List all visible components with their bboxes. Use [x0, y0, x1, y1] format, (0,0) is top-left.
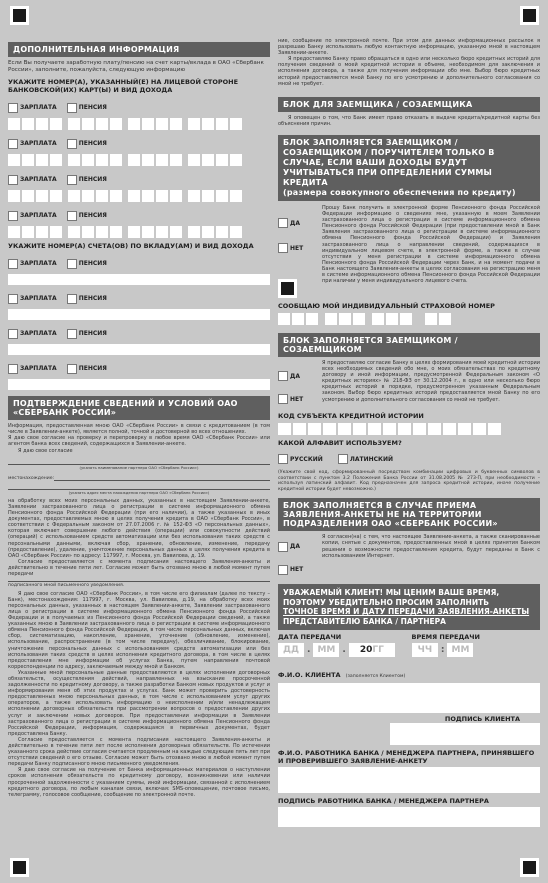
bank-consent-text-2: Указанные мной персональные данные предоставляются в целях исполнения договорных обязательств, осуществления действий, направленных на взыскание просроченной задолженности по кредитному договору, а также разработки Банком новых продуктов и услуг и информирования меня об этих продуктах и услугах. Банк может проверить достоверность предоставленных мною персональных данных, в том числе с использованием услуг других операторов, а также использовать информацию о неисполнении и/или ненадлежащем исполнении договорных обязательств при рассмотрении вопросов о предоставлении других услуг и заключении новых договоров. При предоставлении информации в Заявлении застрахованного лица о регистрации в системе информационного обмена Пенсионного фонда Российской Федерации, информация, содержащаяся в первичных документах, будет предоставлена Банку.	[8, 669, 270, 737]
card-income-type	[8, 169, 270, 188]
location-label: местонахождение:	[8, 475, 55, 481]
card-salary-checkbox[interactable]	[8, 175, 18, 185]
card-digit-cell[interactable]	[36, 154, 48, 166]
card-digit-cell[interactable]	[216, 190, 228, 202]
card-digit-cell[interactable]	[202, 118, 214, 130]
card-salary-label: ЗАРПЛАТА	[20, 176, 57, 184]
card-digit-group	[8, 226, 62, 238]
card-digit-cell[interactable]	[156, 226, 168, 238]
account-pension-label: ПЕНСИЯ	[78, 260, 107, 268]
confirmation-p3: Я даю свое согласие	[18, 447, 73, 454]
confirmation-header	[8, 396, 270, 420]
partner-caption: (указать наименование партнера ОАО «Сбербанк России»)	[79, 464, 199, 470]
account-salary-label: ЗАРПЛАТА	[20, 365, 57, 373]
code-char-cell[interactable]	[293, 423, 306, 435]
card-digit-group	[128, 190, 182, 202]
account-pension-label: ПЕНСИЯ	[78, 295, 107, 303]
time-header-line3: ПРЕДСТАВИТЕЛЮ БАНКА / ПАРТНЕРА	[283, 616, 446, 626]
card-digit-group	[188, 226, 242, 238]
card-digit-cell[interactable]	[230, 118, 242, 130]
card-salary-checkbox[interactable]	[8, 211, 18, 221]
time-block-header	[278, 584, 540, 630]
card-number-cells	[8, 118, 270, 130]
time-minutes-field[interactable]	[447, 643, 473, 657]
registration-mark-top-left	[10, 6, 29, 25]
date-year-prefix: 20	[359, 645, 373, 656]
card-digit-cell[interactable]	[96, 154, 108, 166]
account-number-rows	[8, 253, 270, 390]
confirmation-p2: Я даю свое согласие на проверку и перепроверку в любое время ОАО «Сбербанк России» или агентом банка всех сведений, содержащихся в Заявлении-анкете.	[8, 435, 270, 448]
worker-name-label: Ф.И.О. РАБОТНИКА БАНКА / МЕНЕДЖЕРА ПАРТНЕРА, ПРИНЯВШЕГО И ПРОВЕРИВШЕГО ЗАЯВЛЕНИЕ-АНКЕТУ	[278, 749, 535, 766]
card-digit-cell[interactable]	[82, 190, 94, 202]
card-digit-cell[interactable]	[142, 154, 154, 166]
card-digit-cell[interactable]	[110, 154, 122, 166]
registration-mark-bottom-right	[520, 858, 539, 877]
registration-mark-bottom-left	[10, 858, 29, 877]
card-pension-label: ПЕНСИЯ	[78, 104, 107, 112]
snils-digit-cell[interactable]	[386, 313, 398, 325]
pfr-yes-label: ДА	[290, 543, 300, 551]
card-digit-cell[interactable]	[230, 226, 242, 238]
latin-label: ЛАТИНСКИЙ	[349, 455, 393, 463]
card-digit-group	[68, 226, 122, 238]
card-digit-cell[interactable]	[188, 118, 200, 130]
date-separator-1: .	[307, 645, 311, 656]
snils-digit-cell[interactable]	[372, 313, 384, 325]
code-char-cell[interactable]	[488, 423, 501, 435]
signature-caption: подписанного мной письменного уведомления.	[8, 583, 125, 589]
card-digit-group	[68, 154, 122, 166]
income-block-header	[278, 135, 540, 201]
income-block-text: Прошу Банк получить в электронной форме Пенсионного фонда Российской Федерации информацию о сведениях мне, указанную в моем Заявлении застрахованного лица о регистрации в системе информационного обмена Пенсионного фонда Российской Федерации (при предоставлении мной в Банк Заявления застрахованного лица о регистрации в системе информационного обмена Пенсионного фонда Российской Федерации) и Заявления застрахованного лица о направлении сведений, содержащихся в индивидуальном лицевом счете, в электронной форме, а также в случае отсутствия у меня регистрации в системе информационного обмена Пенсионного фонда Российской Федерации через Банк, и на момент подачи в Банк настоящего Заявления-анкеты в целях согласования на регистрацию меня в системе информационного обмена Пенсионного фонда Российской Федерации при наличии у меня индивидуального лицевого счета.	[322, 204, 540, 285]
confirmation-header-text: ПОДТВЕРЖДЕНИЕ СВЕДЕНИЙ И УСЛОВИЙ ОАО «СБЕРБАНК РОССИИ»	[13, 399, 238, 418]
signature-line[interactable]	[8, 577, 270, 582]
time-hours-placeholder: ЧЧ	[417, 645, 433, 656]
time-header-line2: ТОЧНОЕ ВРЕМЯ И ДАТУ ПЕРЕДАЧИ ЗАЯВЛЕНИЯ-АНКЕТЫ	[283, 607, 530, 617]
account-number-field[interactable]	[8, 344, 270, 355]
card-digit-cell[interactable]	[82, 118, 94, 130]
card-digit-cell[interactable]	[216, 154, 228, 166]
card-digit-cell[interactable]	[170, 118, 182, 130]
snils-digit-cell[interactable]	[425, 313, 437, 325]
account-pension-label: ПЕНСИЯ	[78, 330, 107, 338]
card-digit-cell[interactable]	[188, 226, 200, 238]
code-char-cell[interactable]	[383, 423, 396, 435]
snils-digit-cell[interactable]	[325, 313, 337, 325]
account-pension-checkbox[interactable]	[67, 294, 77, 304]
income-block-body	[278, 205, 540, 298]
card-digit-group	[128, 118, 182, 130]
registration-mark-middle	[278, 279, 297, 298]
worker-name-field[interactable]	[278, 767, 540, 793]
time-separator: :	[440, 645, 445, 656]
card-row	[8, 169, 270, 202]
card-digit-cell[interactable]	[156, 190, 168, 202]
history-yes-checkbox[interactable]	[278, 371, 288, 381]
history-no-label: НЕТ	[290, 395, 304, 403]
code-char-cell[interactable]	[278, 423, 291, 435]
card-digit-cell[interactable]	[128, 190, 140, 202]
location-line-2[interactable]	[8, 481, 270, 490]
pfr-no-label: НЕТ	[290, 566, 304, 574]
snils-digit-group	[278, 313, 318, 325]
pfr-block-text: Я согласен(на) с тем, что настоящее Заявление-анкета, а также сканированные копии, снятые с документов, предоставленных мной в целях принятия Банком решения о возможности предоставления кредита, будут переданы в Банк с использованием Интернет.	[322, 534, 540, 559]
card-salary-label: ЗАРПЛАТА	[20, 140, 57, 148]
card-digit-cell[interactable]	[142, 226, 154, 238]
consent-valid-text: Согласие предоставляется с момента подписания настоящего Заявления-анкеты и действительно в течение пяти лет. Согласие может быть отозвано мною в любой момент путем передачи	[8, 558, 270, 577]
card-digit-cell[interactable]	[96, 190, 108, 202]
snils-digit-cell[interactable]	[306, 313, 318, 325]
snils-label: СООБЩАЮ МОЙ ИНДИВИДУАЛЬНЫЙ СТРАХОВОЙ НОМЕР	[278, 301, 495, 310]
date-separator-2: .	[342, 645, 346, 656]
snils-digit-cell[interactable]	[400, 313, 412, 325]
card-pension-checkbox[interactable]	[67, 139, 77, 149]
account-number-field[interactable]	[8, 274, 270, 285]
card-income-type	[8, 97, 270, 116]
card-digit-cell[interactable]	[96, 226, 108, 238]
card-digit-cell[interactable]	[68, 118, 80, 130]
account-salary-checkbox[interactable]	[8, 364, 18, 374]
snils-digit-group	[372, 313, 412, 325]
card-digit-cell[interactable]	[188, 154, 200, 166]
time-hours-field[interactable]	[412, 643, 438, 657]
code-char-cell[interactable]	[413, 423, 426, 435]
additional-info-intro: Если Вы получаете заработную плату/пенсию на счет карты/вклада в ОАО «Сбербанк России», заполните, пожалуйста, следующую информацию	[8, 60, 264, 73]
card-digit-group	[8, 118, 62, 130]
account-row	[8, 288, 270, 320]
card-digit-cell[interactable]	[156, 118, 168, 130]
datetime-labels	[278, 633, 540, 641]
cards-label: УКАЖИТЕ НОМЕР(А), УКАЗАННЫЙ(Е) НА ЛИЦЕВОЙ СТОРОНЕ БАНКОВСКОЙ(ИХ) КАРТ(Ы) И ВИД ДОХОДА	[8, 78, 239, 95]
account-income-type	[8, 253, 270, 272]
account-pension-checkbox[interactable]	[67, 364, 77, 374]
income-no-checkbox[interactable]	[278, 243, 288, 253]
registration-mark-top-right	[520, 6, 539, 25]
card-digit-group	[188, 118, 242, 130]
card-digit-cell[interactable]	[202, 154, 214, 166]
card-digit-cell[interactable]	[170, 190, 182, 202]
card-digit-cell[interactable]	[110, 118, 122, 130]
account-salary-checkbox[interactable]	[8, 259, 18, 269]
history-block-header: БЛОК ЗАПОЛНЯЕТСЯ ЗАЕМЩИКОМ / СОЗАЕМЩИКОМ	[278, 333, 540, 357]
card-digit-cell[interactable]	[68, 154, 80, 166]
datetime-fields	[278, 643, 540, 657]
card-digit-cell[interactable]	[36, 190, 48, 202]
card-digit-group	[188, 154, 242, 166]
additional-info-header: ДОПОЛНИТЕЛЬНАЯ ИНФОРМАЦИЯ	[8, 42, 270, 57]
code-char-cell[interactable]	[398, 423, 411, 435]
card-row	[8, 205, 270, 238]
card-digit-group	[8, 190, 62, 202]
history-no-checkbox[interactable]	[278, 394, 288, 404]
income-block-subtitle: (размера совокупного обеспечения по кредиту)	[283, 187, 516, 197]
borrower-block-header: БЛОК ДЛЯ ЗАЕМЩИКА / СОЗАЕМЩИКА	[278, 97, 540, 112]
date-label: ДАТА ПЕРЕДАЧИ	[278, 633, 342, 642]
time-minutes-placeholder: ММ	[451, 645, 470, 656]
worker-signature-field[interactable]	[278, 807, 540, 827]
card-digit-cell[interactable]	[128, 118, 140, 130]
card-digit-cell[interactable]	[216, 226, 228, 238]
date-year-placeholder: ГГ	[372, 645, 384, 656]
pfr-block-header: БЛОК ЗАПОЛНЯЕТСЯ В СЛУЧАЕ ПРИЕМА ЗАЯВЛЕНИЯ-АНКЕТЫ НЕ НА ТЕРРИТОРИИ ПОДРАЗДЕЛЕНИЯ ОАО «СБЕРБАНК РОССИИ»	[278, 498, 540, 531]
processing-consent-text: на обработку всех моих персональных данных, указанных в настоящем Заявлении-анкете, Заявлении застрахованного лица о регистрации в системе информационного обмена Пенсионного фонда Российской Федерации (при его наличии), а также указанных в иных документах, предоставляемых мною в целях получения кредита в ОАО «Сбербанк России», в соответствии с Федеральным законом от 27.07.2006 г. № 152-ФЗ «О персональных данных», которая включает совершение любого действия (операции) или совокупности действий (операций) с использованием средств автоматизации или без использования таких средств с персональными данными, включая сбор, хранение, обновление, изменение, передачу (предоставление), удаление, уничтожение персональных данных в целях получения кредита в ОАО «Сбербанк России» по адресу: 117997, г. Москва, ул. Вавилова, д. 19.	[8, 497, 270, 559]
client-name-row	[278, 662, 540, 681]
code-char-cell[interactable]	[323, 423, 336, 435]
address-caption: (указать адрес места нахождения партнера ОАО «Сбербанк России»)	[68, 490, 210, 496]
card-digit-cell[interactable]	[96, 118, 108, 130]
client-name-note: (заполняется Клиентом)	[345, 674, 406, 680]
account-salary-checkbox[interactable]	[8, 294, 18, 304]
card-pension-label: ПЕНСИЯ	[78, 140, 107, 148]
card-digit-cell[interactable]	[36, 226, 48, 238]
card-pension-checkbox[interactable]	[67, 103, 77, 113]
account-salary-label: ЗАРПЛАТА	[20, 295, 57, 303]
card-digit-cell[interactable]	[202, 226, 214, 238]
code-char-cell[interactable]	[443, 423, 456, 435]
client-name-label: Ф.И.О. КЛИЕНТА	[278, 671, 341, 680]
account-row	[8, 323, 270, 355]
card-digit-cell[interactable]	[110, 190, 122, 202]
card-salary-checkbox[interactable]	[8, 103, 18, 113]
snils-digit-cell[interactable]	[278, 313, 290, 325]
client-name-field[interactable]	[278, 683, 540, 713]
time-label: ВРЕМЯ ПЕРЕДАЧИ	[411, 633, 480, 642]
card-digit-cell[interactable]	[50, 118, 62, 130]
card-pension-checkbox[interactable]	[67, 175, 77, 185]
account-salary-label: ЗАРПЛАТА	[20, 260, 57, 268]
income-no-option[interactable]	[278, 238, 322, 257]
account-number-field[interactable]	[8, 309, 270, 320]
card-digit-cell[interactable]	[68, 226, 80, 238]
pfr-options	[278, 534, 322, 578]
borrower-block-text: Я оповещен о том, что Банк имеет право отказать в выдаче кредита/кредитной карты без объяснения причин.	[278, 114, 540, 127]
account-pension-checkbox[interactable]	[67, 259, 77, 269]
card-digit-cell[interactable]	[8, 190, 20, 202]
code-char-cell[interactable]	[473, 423, 486, 435]
right-column	[278, 38, 540, 849]
card-digit-cell[interactable]	[110, 226, 122, 238]
card-digit-cell[interactable]	[50, 226, 62, 238]
income-yes-checkbox[interactable]	[278, 218, 288, 228]
card-row	[8, 133, 270, 166]
card-digit-cell[interactable]	[156, 154, 168, 166]
card-digit-cell[interactable]	[128, 226, 140, 238]
card-digit-cell[interactable]	[188, 190, 200, 202]
code-char-cell[interactable]	[308, 423, 321, 435]
bank-consent-text-4: Я даю свое согласие на получение от Банка информационных материалов о наступлении сроков исполнения обязательств по кредитному договору, возникновении или наличии просроченной задолженности с указанием суммы, иной информации, связанной с исполнением кредитного договора, по любым каналам связи, включая: SMS-оповещение, почтовое письмо, телеграмму, голосовое сообщение, сообщение по электронной почте.	[8, 767, 270, 798]
card-digit-cell[interactable]	[22, 226, 34, 238]
snils-digit-cell[interactable]	[292, 313, 304, 325]
right-top-p2: Я предоставляю Банку право обращаться в одно или несколько бюро кредитных историй для получения сведений о моей кредитной истории в объеме, необходимом для заключения и исполнения договора, а также для получения информации обо мне. Выбор бюро кредитных историй предоставляется мной Банку по его усмотрению и дополнительного согласования со мной не требует.	[278, 56, 540, 87]
card-digit-cell[interactable]	[22, 118, 34, 130]
account-row	[8, 358, 270, 390]
card-digit-cell[interactable]	[230, 154, 242, 166]
card-digit-group	[8, 154, 62, 166]
pfr-block-body	[278, 534, 540, 578]
card-income-type	[8, 133, 270, 152]
date-year-field[interactable]	[349, 643, 395, 657]
history-options	[278, 360, 322, 408]
accounts-label: УКАЖИТЕ НОМЕР(А) СЧЕТА(ОВ) ПО ВКЛАДУ(АМ) И ВИД ДОХОДА	[8, 242, 254, 251]
income-block-title: БЛОК ЗАПОЛНЯЕТСЯ ЗАЕМЩИКОМ / СОЗАЕМЩИКОМ / ПОРУЧИТЕЛЕМ ТОЛЬКО В СЛУЧАЕ, ЕСЛИ ВАШИ ДОХОДЫ БУДУТ УЧИТЫВАТЬСЯ ПРИ ОПРЕДЕЛЕНИИ СУММЫ КРЕДИТА	[283, 137, 495, 187]
bank-consent-text-3: Согласие предоставляется с момента подписания настоящего Заявления-анкеты и действительно в течение пяти лет после исполнения договорных обязательств. По истечении указанного срока действие согласия считается продленным на каждые следующие пять лет при отсутствии сведений о его отзыве. Согласие может быть отозвано мною в любой момент путем передачи Банку подписанного мною письменного уведомления.	[8, 736, 270, 768]
card-digit-cell[interactable]	[50, 190, 62, 202]
income-yes-label: ДА	[290, 219, 300, 227]
code-char-cell[interactable]	[458, 423, 471, 435]
pfr-yes-option[interactable]	[278, 536, 322, 555]
latin-checkbox[interactable]	[338, 454, 348, 464]
account-number-field[interactable]	[8, 379, 270, 390]
partner-name-line[interactable]	[8, 456, 270, 465]
pfr-yes-checkbox[interactable]	[278, 542, 288, 552]
card-digit-cell[interactable]	[36, 118, 48, 130]
left-column	[8, 34, 270, 849]
history-block-text: Я предоставляю согласие Банку в целях формирования моей кредитной истории всех необходимых сведений обо мне, о моих обязательствах по кредитному договору и иной информации, предусмотренной Федеральным законом «О кредитных историях» № 218-ФЗ от 30.12.2004 г., в одно или несколько бюро кредитных историй в порядке, предусмотренном указанным Федеральным законом. Выбор бюро кредитных историй предоставляется мной Банку по его усмотрению и дополнительного согласования со мной не требует.	[322, 359, 540, 403]
card-digit-group	[68, 118, 122, 130]
card-pension-label: ПЕНСИЯ	[78, 176, 107, 184]
alphabet-label: КАКОЙ АЛФАВИТ ИСПОЛЬЗУЕМ?	[278, 438, 402, 447]
account-salary-checkbox[interactable]	[8, 329, 18, 339]
snils-digit-cell[interactable]	[439, 313, 451, 325]
code-char-cell[interactable]	[353, 423, 366, 435]
account-pension-label: ПЕНСИЯ	[78, 365, 107, 373]
alphabet-options	[278, 449, 540, 468]
income-options	[278, 205, 322, 298]
card-digit-cell[interactable]	[22, 154, 34, 166]
history-yes-label: ДА	[290, 372, 300, 380]
history-no-option[interactable]	[278, 389, 322, 408]
date-day-placeholder: ДД	[282, 645, 300, 656]
snils-digit-cell[interactable]	[353, 313, 365, 325]
russian-label: РУССКИЙ	[290, 455, 323, 463]
card-number-cells	[8, 226, 270, 238]
card-digit-group	[128, 226, 182, 238]
pfr-no-checkbox[interactable]	[278, 565, 288, 575]
date-month-placeholder: ММ	[317, 645, 336, 656]
account-row	[8, 253, 270, 285]
snils-digit-group	[425, 313, 451, 325]
card-digit-group	[128, 154, 182, 166]
card-income-type	[8, 205, 270, 224]
card-digit-group	[68, 190, 122, 202]
card-row	[8, 97, 270, 130]
card-digit-cell[interactable]	[142, 118, 154, 130]
account-pension-checkbox[interactable]	[67, 329, 77, 339]
card-digit-cell[interactable]	[82, 226, 94, 238]
card-digit-cell[interactable]	[8, 118, 20, 130]
code-note: (Укажите свой код, сформированный посредством комбинации цифровых и буквенных символов в соответствии с пунктом 3.2 Положения Банка России от 31.08.2005 № 273-П, при необходимости – используя латинский алфавит. Код предназначен для запроса кредитной истории, иначе получение кредитной истории будет невозможно.)	[278, 469, 540, 492]
code-cells	[278, 423, 540, 435]
account-income-type	[8, 358, 270, 377]
card-digit-cell[interactable]	[170, 154, 182, 166]
card-digit-cell[interactable]	[8, 226, 20, 238]
confirmation-p1: Информация, предоставленная мною ОАО «Сбербанк России» в связи с кредитованием (в том числе в Заявлении-анкете), является полной, точной и достоверной во всех отношениях.	[8, 423, 270, 436]
card-digit-cell[interactable]	[170, 226, 182, 238]
code-char-cell[interactable]	[368, 423, 381, 435]
card-digit-cell[interactable]	[128, 154, 140, 166]
card-digit-cell[interactable]	[230, 190, 242, 202]
card-digit-cell[interactable]	[8, 154, 20, 166]
code-char-cell[interactable]	[338, 423, 351, 435]
card-digit-cell[interactable]	[216, 118, 228, 130]
card-salary-checkbox[interactable]	[8, 139, 18, 149]
pfr-no-option[interactable]	[278, 559, 322, 578]
code-char-cell[interactable]	[428, 423, 441, 435]
date-month-field[interactable]	[313, 643, 339, 657]
card-salary-label: ЗАРПЛАТА	[20, 104, 57, 112]
card-digit-cell[interactable]	[82, 154, 94, 166]
snils-digit-group	[325, 313, 365, 325]
account-income-type	[8, 323, 270, 342]
russian-checkbox[interactable]	[278, 454, 288, 464]
client-signature-label: ПОДПИСЬ КЛИЕНТА	[444, 715, 520, 724]
location-line[interactable]	[54, 472, 270, 481]
income-no-label: НЕТ	[290, 244, 304, 252]
account-income-type	[8, 288, 270, 307]
card-number-rows	[8, 97, 270, 238]
bank-consent-text-1: Я даю свое согласие ОАО «Сбербанк России», в том числе его филиалам (далее по тексту – Банк), местонахождения: 117997, г. Москва, ул. Вавилова, д.19, на обработку всех моих персональных данных, указанных в настоящем Заявлении-анкете, Заявлении застрахованного лица о регистрации в системе информационного обмена Пенсионного фонда Российской Федерации и в получаемых из Пенсионного фонда Российской Федерации сведений, а также указанных мною в Заявлении застрахованного лица о регистрации в системе информационного обмена Пенсионного фонда Российской Федерации, в том числе персональных данных, включая сбор, систематизацию, накопление, хранение, уточнение (обновление, изменение), использование, распространение (в том числе передачу), обезличивание, блокирование, уничтожение персональных данных с использованием средств автоматизации или без использования таких средств в целях исполнения кредитного договора, в том числе в целях предоставления мне информации об услугах Банка, путем направления почтовой корреспонденции по адресу, заключаемым между мной и Банком.	[8, 590, 270, 670]
date-day-field[interactable]	[278, 643, 304, 657]
card-digit-cell[interactable]	[68, 190, 80, 202]
location-row	[8, 472, 270, 481]
card-digit-group	[188, 190, 242, 202]
card-digit-cell[interactable]	[202, 190, 214, 202]
client-signature-field[interactable]	[390, 723, 540, 745]
income-yes-option[interactable]	[278, 213, 322, 232]
card-number-cells	[8, 190, 270, 202]
card-pension-label: ПЕНСИЯ	[78, 212, 107, 220]
time-header-line1: УВАЖАЕМЫЙ КЛИЕНТ! МЫ ЦЕНИМ ВАШЕ ВРЕМЯ, ПОЭТОМУ УБЕДИТЕЛЬНО ПРОСИМ ЗАПОЛНИТЬ	[283, 588, 500, 607]
card-digit-cell[interactable]	[142, 190, 154, 202]
history-yes-option[interactable]	[278, 366, 322, 385]
card-pension-checkbox[interactable]	[67, 211, 77, 221]
right-top-p1: ние, сообщение по электронной почте. При этом для данных информационных рассылок я разрешаю Банку использовать любую контактную информацию, указанную мной в настоящем Заявлении-анкете.	[278, 38, 540, 57]
code-label: КОД СУБЪЕКТА КРЕДИТНОЙ ИСТОРИИ	[278, 411, 424, 420]
snils-digit-cell[interactable]	[339, 313, 351, 325]
card-salary-label: ЗАРПЛАТА	[20, 212, 57, 220]
card-number-cells	[8, 154, 270, 166]
card-digit-cell[interactable]	[22, 190, 34, 202]
snils-cells	[278, 313, 540, 325]
history-block-body	[278, 360, 540, 408]
card-digit-cell[interactable]	[50, 154, 62, 166]
worker-signature-label: ПОДПИСЬ РАБОТНИКА БАНКА / МЕНЕДЖЕРА ПАРТНЕРА	[278, 797, 489, 806]
account-salary-label: ЗАРПЛАТА	[20, 330, 57, 338]
